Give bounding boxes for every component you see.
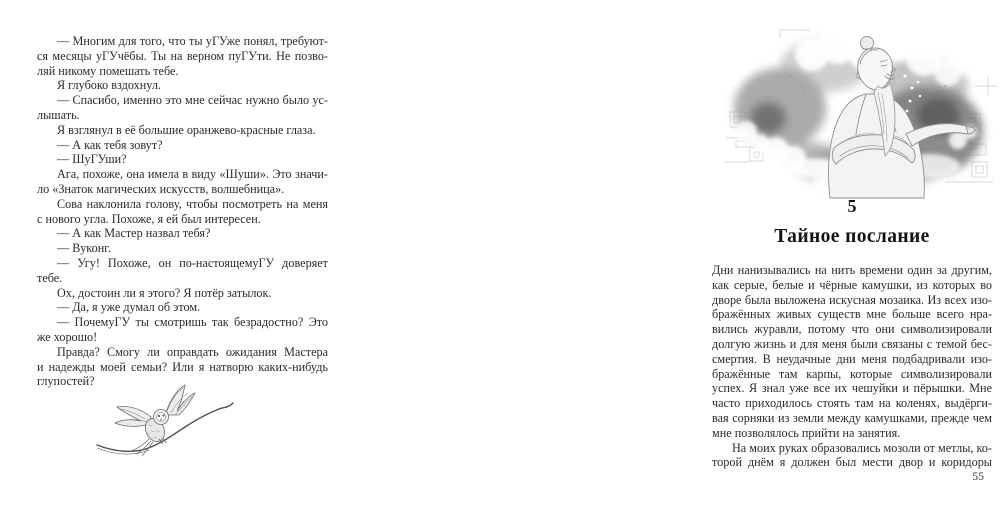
text-line: — Многим для того, что ты уГУже понял, требуют-	[57, 34, 328, 48]
paragraph	[37, 300, 328, 315]
paragraph	[37, 197, 328, 227]
paragraph	[712, 441, 992, 471]
text-line: — А как Мастер назвал тебя?	[57, 226, 211, 241]
paragraph	[37, 78, 328, 93]
paragraph	[37, 241, 328, 256]
text-line: Дни нанизывались на нить времени один за другим,	[712, 263, 992, 277]
paragraph	[37, 93, 328, 123]
paragraph	[37, 138, 328, 153]
paragraph	[37, 286, 328, 301]
text-line: Сова наклонила голову, чтобы посмотреть на меня	[57, 196, 328, 211]
text-line: На моих руках образовались мозоли от метлы, ко-	[732, 440, 992, 455]
text-line: — ШуГУши?	[57, 152, 127, 167]
paragraph	[712, 263, 992, 441]
text-line: вая сорняки из земли между камушками, прежде чем	[712, 410, 992, 425]
text-line: часто приходилось стоять там на коленях, выдёрги-	[712, 396, 992, 411]
paragraph	[37, 226, 328, 241]
chapter-illustration	[720, 16, 1003, 198]
paragraph	[37, 167, 328, 197]
text-line: дворе была выложена искусная мозаика. Из всех изо-	[712, 292, 992, 307]
text-line: — Спасибо, именно это мне сейчас нужно было ус-	[57, 93, 328, 108]
text-line: Правда? Смогу ли оправдать ожидания Мастера	[57, 344, 328, 359]
text-line: успех. Я знал уже все их чешуйки и пёрышки. Мне	[712, 381, 992, 396]
text-line: ло «Знаток магических искусств, волшебница».	[37, 181, 285, 196]
text-line: — ПочемуГУ ты смотришь так безрадостно? Это	[57, 315, 328, 330]
text-line: как серые, белые и чёрные камушки, из которых во	[712, 277, 992, 292]
text-line: бражённых живых существ мне больше всего нра-	[712, 307, 992, 322]
text-line: ся месяцы уГУчёбы. Ты на верном пуГУти. Не позво-	[37, 48, 328, 63]
text-line: глупостей?	[37, 374, 95, 389]
text-line: вились журавли, потому что они символизировали	[712, 322, 992, 337]
page-number: 55	[972, 469, 984, 483]
paragraph	[37, 152, 328, 167]
text-line: Я взглянул в её большие оранжево-красные глаза.	[57, 122, 316, 137]
text-line: — А как тебя зовут?	[57, 137, 163, 152]
paragraph	[37, 256, 328, 286]
text-line: Ага, похоже, она имела в виду «Шуши». Это значи-	[57, 167, 328, 182]
text-line: смертия. В неудачные дни меня подбадривали изо-	[712, 351, 992, 366]
text-line: долгую жизнь и для меня были связаны с темой бес-	[712, 336, 992, 351]
text-line: торой днём я должен был мести двор и коридоры	[712, 455, 992, 470]
chapter-title: Тайное послание	[774, 226, 930, 247]
left-page	[0, 0, 337, 518]
text-line: с нового угла. Похоже, я ей был интересен.	[37, 211, 261, 226]
text-line: тебе.	[37, 270, 63, 285]
text-line: Я глубоко вздохнул.	[57, 78, 161, 93]
text-line: ляй никому помешать тебе.	[37, 63, 179, 78]
text-line: же хорошо!	[37, 329, 98, 344]
text-line: Ох, достоин ли я этого? Я потёр затылок.	[57, 285, 272, 300]
right-page	[337, 0, 992, 518]
text-line: — Вуконг.	[57, 241, 111, 256]
text-line: бражённые там карпы, которые символизировали	[712, 366, 992, 381]
text-line: и надежды моей семьи? Или я натворю каких-нибудь	[37, 359, 328, 374]
text-line: — Угу! Похоже, он по-настоящемуГУ доверяет	[57, 255, 328, 270]
text-line: мне позволялось прийти на занятия.	[712, 425, 901, 440]
paragraph	[37, 315, 328, 345]
paragraph	[37, 123, 328, 138]
chapter-number: 5	[847, 196, 857, 216]
owl-illustration	[93, 381, 238, 473]
right-page-text	[712, 263, 992, 470]
left-page-text	[37, 34, 328, 389]
text-line: — Да, я уже думал об этом.	[57, 300, 201, 315]
text-line: лышать.	[37, 107, 80, 122]
paragraph	[37, 34, 328, 78]
